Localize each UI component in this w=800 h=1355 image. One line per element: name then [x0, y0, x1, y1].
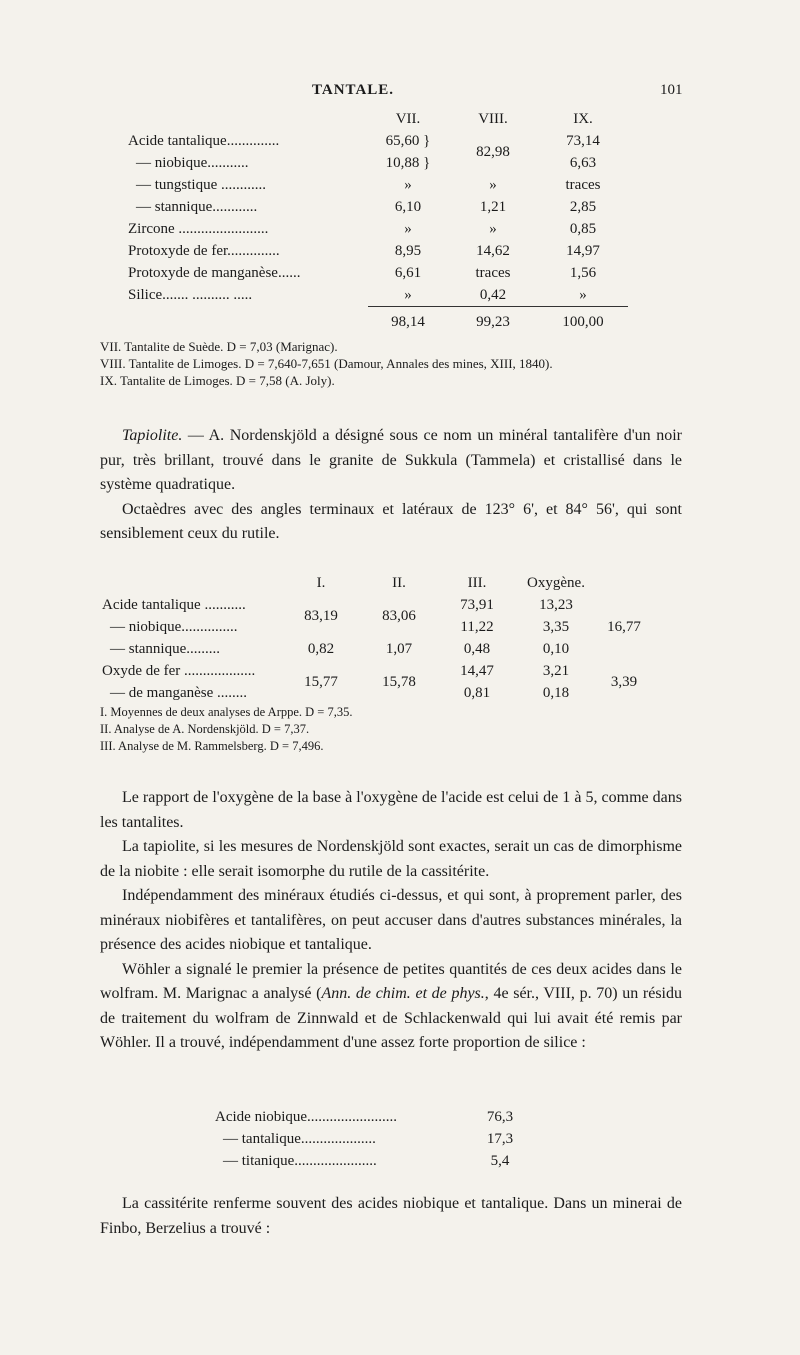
row-label: Protoxyde de fer.............. [128, 242, 280, 259]
column-header: II. [392, 574, 406, 591]
total-value: 100,00 [538, 307, 628, 338]
cell-value: » [404, 176, 412, 193]
tapiolite-paragraph [100, 424, 682, 547]
cell-value: traces [475, 264, 511, 281]
cell-value: 83,06 [382, 607, 416, 624]
table-row [215, 1150, 535, 1172]
paragraph-text: Wöhler a signalé le premier la présence de petites quantités de ces deux acides dans le wolfram. M. Marignac a analysé ( [100, 960, 682, 1002]
row-label: — niobique............... [110, 618, 238, 635]
cell-value: 6,63 [569, 154, 597, 171]
cell-value: 15,77 [304, 673, 338, 690]
cell-value: 2,85 [569, 198, 597, 215]
cell-value: 14,62 [476, 242, 510, 259]
analysis-table-1 [128, 108, 628, 337]
cell-value: 0,85 [569, 220, 597, 237]
row-label: — titanique...................... [223, 1152, 377, 1169]
cell-value: 14,47 [460, 662, 494, 679]
row-label: — tungstique ............ [136, 176, 266, 193]
table-row [102, 638, 652, 660]
totals-row [128, 307, 628, 338]
row-label: — stannique............ [136, 198, 258, 215]
column-header: IX. [573, 110, 593, 127]
cell-value: 3,39 [610, 673, 638, 690]
cell-value: » [489, 176, 497, 193]
cell-value: 65,60 } [385, 132, 431, 149]
note-line: II. Analyse de A. Nordenskjöld. D = 7,37. [100, 722, 310, 736]
row-label: Acide niobique........................ [215, 1108, 398, 1125]
running-title: TANTALE. [312, 82, 395, 98]
row-label: Silice....... .......... ..... [128, 286, 253, 303]
paragraph-text: Octaèdres avec des angles terminaux et latéraux de 123° 6', et 84° 56', qui sont sensiblement ceux du rutile. [100, 500, 682, 542]
table-row [215, 1106, 535, 1128]
cell-value: 1,56 [569, 264, 597, 281]
cell-value: 6,61 [394, 264, 422, 281]
table-row [102, 594, 652, 616]
paragraph: Indépendamment des minéraux étudiés ci-dessus, et qui sont, à proprement parler, des minéraux niobifères et tantalifères, on peut accuser dans d'autres substances minérales, la présence des acides niobique et tantalique. [100, 887, 682, 953]
paragraph: Le rapport de l'oxygène de la base à l'oxygène de l'acide est celui de 1 à 5, comme dans les tantalites. [100, 789, 682, 831]
note-line: VII. Tantalite de Suède. D = 7,03 (Marignac). [100, 339, 338, 354]
row-label: — de manganèse ........ [110, 684, 248, 701]
table-row [128, 284, 628, 307]
cell-value: 0,10 [542, 640, 570, 657]
paragraph-text: , 4e sér., VIII, p. 70) un résidu de traitement du wolfram de Zinnwald et de Schlackenwald qui lui avait été remis par Wöhler. Il a trouvé, indépendamment d'une assez forte proportion de silice : [100, 985, 683, 1051]
cell-value: 73,91 [460, 596, 494, 613]
row-label: Protoxyde de manganèse...... [128, 264, 301, 281]
paragraph: La cassitérite renferme souvent des acides niobique et tantalique. Dans un minerai de Finbo, Berzelius a trouvé : [100, 1195, 682, 1237]
row-label: — tantalique.................... [223, 1130, 376, 1147]
note-line: VIII. Tantalite de Limoges. D = 7,640-7,651 (Damour, Annales des mines, XIII, 1840). [100, 356, 553, 371]
cell-value: 17,3 [486, 1130, 514, 1147]
cell-value: » [404, 220, 412, 237]
row-label: Zircone ........................ [128, 220, 269, 237]
cell-value: 3,21 [542, 662, 570, 679]
page-header [0, 82, 800, 104]
table-row [102, 660, 652, 682]
cell-value: 15,78 [382, 673, 416, 690]
note-line: III. Analyse de M. Rammelsberg. D = 7,496. [100, 739, 324, 753]
paragraph: La tapiolite, si les mesures de Nordenskjöld sont exactes, serait un cas de dimorphisme de la niobite : elle serait isomorphe du rutile de la cassitérite. [100, 838, 682, 880]
table-header-row [128, 108, 628, 130]
cell-value: traces [565, 176, 601, 193]
row-label: Acide tantalique ........... [102, 596, 246, 613]
cell-value: 5,4 [490, 1152, 510, 1169]
row-label: Acide tantalique.............. [128, 132, 280, 149]
cell-value: 0,81 [463, 684, 491, 701]
column-header: III. [467, 574, 487, 591]
cell-value: 1,21 [479, 198, 507, 215]
cell-value: 13,23 [539, 596, 573, 613]
cell-value: » [489, 220, 497, 237]
citation: Ann. de chim. et de phys. [321, 985, 485, 1002]
cell-value: 82,98 [476, 143, 510, 160]
page-number: 101 [660, 82, 683, 98]
table-row [128, 196, 628, 218]
total-value: 98,14 [368, 307, 448, 338]
table-row [128, 152, 628, 174]
cell-value: 76,3 [486, 1108, 514, 1125]
table-header-row [102, 572, 652, 594]
total-value: 99,23 [448, 307, 538, 338]
cell-value: 73,14 [566, 132, 600, 149]
table-1-notes [100, 338, 553, 389]
term-heading: Tapiolite. [122, 427, 183, 444]
analysis-table-3 [215, 1106, 535, 1172]
cell-value: 0,42 [479, 286, 507, 303]
table-row [128, 240, 628, 262]
table-row [128, 262, 628, 284]
row-label: — stannique......... [110, 640, 220, 657]
cell-value: 11,22 [460, 618, 494, 635]
table-row [128, 174, 628, 196]
paragraph-text: — A. Nordenskjöld a désigné sous ce nom un minéral tantalifère d'un noir pur, très brillant, trouvé dans le granite de Sukkula (Tammela) et cristallisé dans le système quadratique. [100, 427, 682, 493]
note-line: I. Moyennes de deux analyses de Arppe. D = 7,35. [100, 705, 353, 719]
column-header: I. [316, 574, 326, 591]
column-header: VII. [395, 110, 421, 127]
row-label: Oxyde de fer ................... [102, 662, 256, 679]
closing-paragraph [100, 1192, 682, 1241]
row-label: — niobique........... [136, 154, 249, 171]
cell-value: » [404, 286, 412, 303]
column-header: VIII. [478, 110, 508, 127]
cell-value: 14,97 [566, 242, 600, 259]
note-line: IX. Tantalite de Limoges. D = 7,58 (A. Joly). [100, 373, 335, 388]
cell-value: 0,82 [307, 640, 335, 657]
cell-value: 0,18 [542, 684, 570, 701]
table-row [128, 130, 628, 152]
table-row [215, 1128, 535, 1150]
paragraph [100, 958, 682, 1056]
cell-value: 10,88 } [385, 154, 431, 171]
cell-value: 83,19 [304, 607, 338, 624]
cell-value: 3,35 [542, 618, 570, 635]
cell-value: 8,95 [394, 242, 422, 259]
cell-value: 0,48 [463, 640, 491, 657]
cell-value: » [579, 286, 587, 303]
table-row [128, 218, 628, 240]
body-text [100, 786, 682, 1056]
cell-value: 16,77 [607, 618, 641, 635]
column-header: Oxygène. [527, 574, 585, 591]
cell-value: 6,10 [394, 198, 422, 215]
table-2-notes [100, 704, 352, 755]
cell-value: 1,07 [385, 640, 413, 657]
analysis-table-2 [102, 572, 652, 704]
